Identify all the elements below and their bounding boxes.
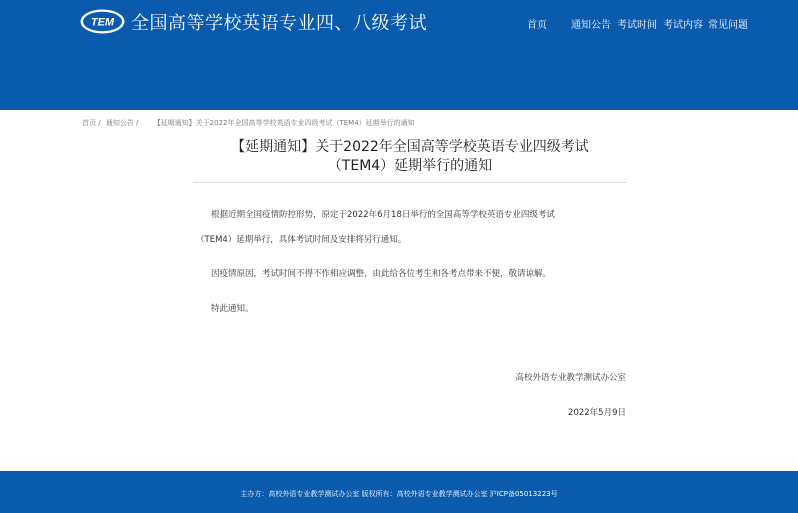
publish-date: 2022年5月9日 (568, 408, 626, 418)
title-divider (193, 182, 627, 183)
breadcrumb (82, 118, 418, 128)
site-header (0, 0, 798, 110)
paragraph-1-line-1: 根据近期全国疫情防控形势，原定于2022年6月18日举行的全国高等学校英语专业四级考试 (211, 210, 555, 220)
nav-home[interactable]: 首页 (527, 20, 547, 31)
footer-text: 主办方：高校外语专业教学测试办公室 版权所有：高校外语专业教学测试办公室 沪ICP备05013223号 (240, 490, 558, 498)
nav-faq[interactable]: 常见问题 (708, 20, 748, 31)
nav-exam-content[interactable]: 考试内容 (663, 20, 703, 31)
paragraph-1-line-2: （TEM4）延期举行，具体考试时间及安排将另行通知。 (196, 235, 407, 245)
article-title (190, 138, 630, 176)
paragraph-3: 特此通知。 (211, 304, 254, 314)
nav-exam-time[interactable]: 考试时间 (617, 20, 657, 31)
top-bar (0, 0, 798, 44)
site-footer (0, 471, 798, 513)
breadcrumb-home[interactable]: 首页 / (82, 119, 101, 127)
breadcrumb-current: 【延期通知】关于2022年全国高等学校英语专业四级考试（TEM4）延期举行的通知 (153, 119, 415, 127)
nav-notices[interactable]: 通知公告 (571, 20, 611, 31)
site-title[interactable]: 全国高等学校英语专业四、八级考试 (131, 13, 427, 34)
breadcrumb-notices[interactable]: 通知公告 / (105, 119, 139, 127)
signature: 高校外语专业教学测试办公室 (515, 373, 626, 383)
article-title-line2: （TEM4）延期举行的通知 (327, 158, 493, 174)
logo-text: TEM (90, 16, 115, 29)
main-nav (0, 16, 798, 32)
paragraph-2: 因疫情原因，考试时间不得不作相应调整，由此给各位考生和各考点带来不便，敬请谅解。 (211, 269, 552, 279)
article-title-line1: 【延期通知】关于2022年全国高等学校英语专业四级考试 (231, 139, 589, 155)
